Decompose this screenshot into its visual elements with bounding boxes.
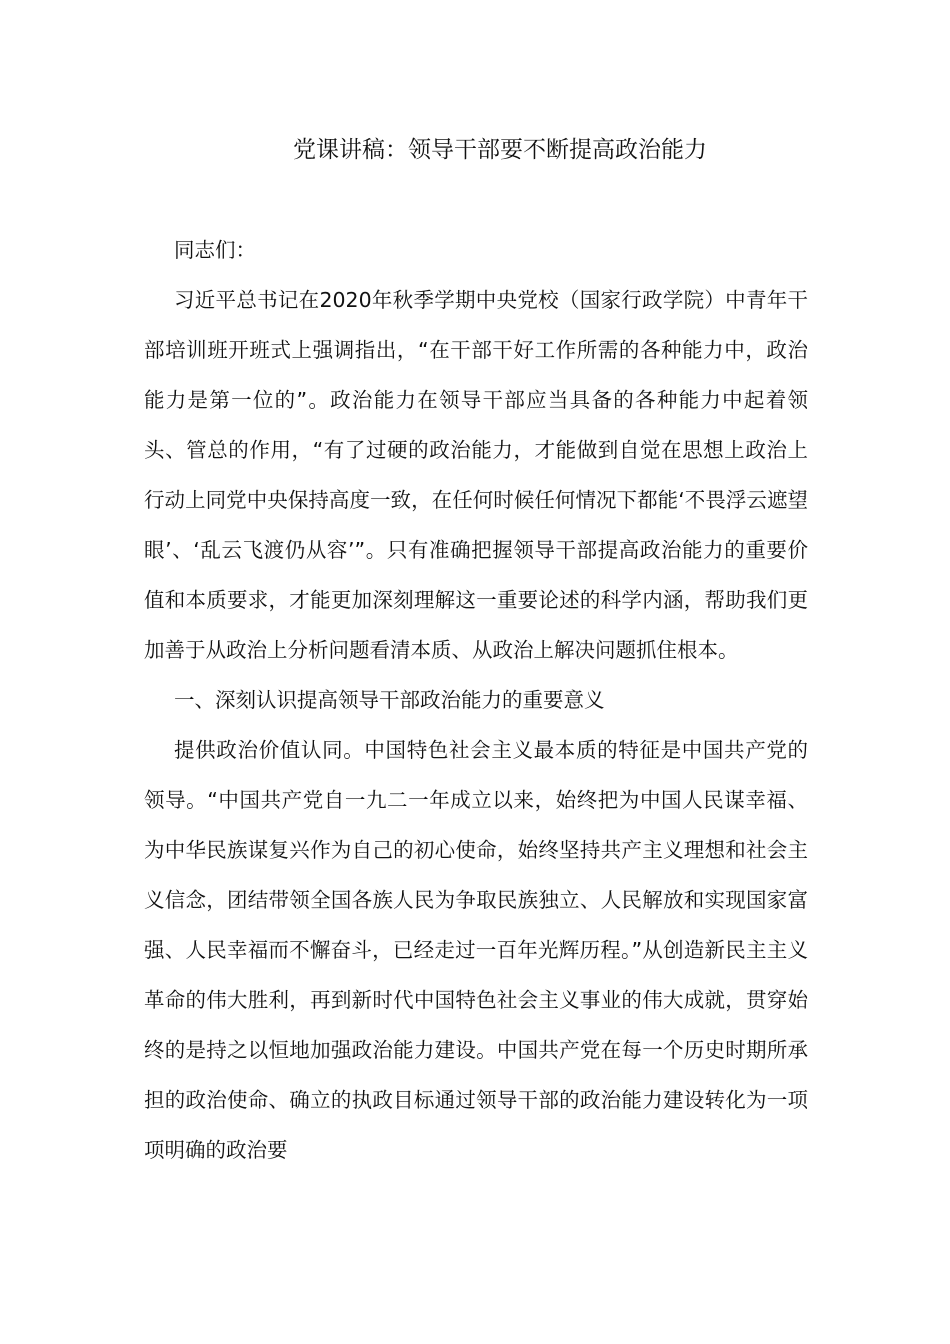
salutation-paragraph: 同志们： <box>174 238 256 262</box>
document-title: 党课讲稿：领导干部要不断提高政治能力 <box>293 137 707 163</box>
intro-paragraph: 习近平总书记在2020年秋季学期中央党校（国家行政学院）中青年干部培训班开班式上强调指出，“在干部干好工作所需的各种能力中，政治能力是第一位的”。政治能力在领导干部应当具备的各种能力中起着领头、管总的作用，“有了过硬的政治能力，才能做到自觉在思想上政治上行动上同党中央保持高度一致，在任何时候任何情况下都能‘不畏浮云遮望眼’、‘乱云飞渡仍从容’”。只有准确把握领导干部提高政治能力的重要价值和本质要求，才能更加深刻理解这一重要论述的科学内涵，帮助我们更加善于从政治上分析问题看清本质、从政治上解决问题抓住根本。 <box>144 288 808 662</box>
section-paragraph: 提供政治价值认同。中国特色社会主义最本质的特征是中国共产党的领导。“中国共产党自一九二一年成立以来，始终把为中国人民谋幸福、为中华民族谋复兴作为自己的初心使命，始终坚持共产主义理想和社会主义信念，团结带领全国各族人民为争取民族独立、人民解放和实现国家富强、人民幸福而不懈奋斗，已经走过一百年光辉历程。”从创造新民主主义革命的伟大胜利，再到新时代中国特色社会主义事业的伟大成就，贯穿始终的是持之以恒地加强政治能力建设。中国共产党在每一个历史时期所承担的政治使命、确立的执政目标通过领导干部的政治能力建设转化为一项项明确的政治要 <box>144 738 808 1162</box>
section-heading: 一、深刻认识提高领导干部政治能力的重要意义 <box>174 688 605 712</box>
document-body <box>144 225 808 1175</box>
